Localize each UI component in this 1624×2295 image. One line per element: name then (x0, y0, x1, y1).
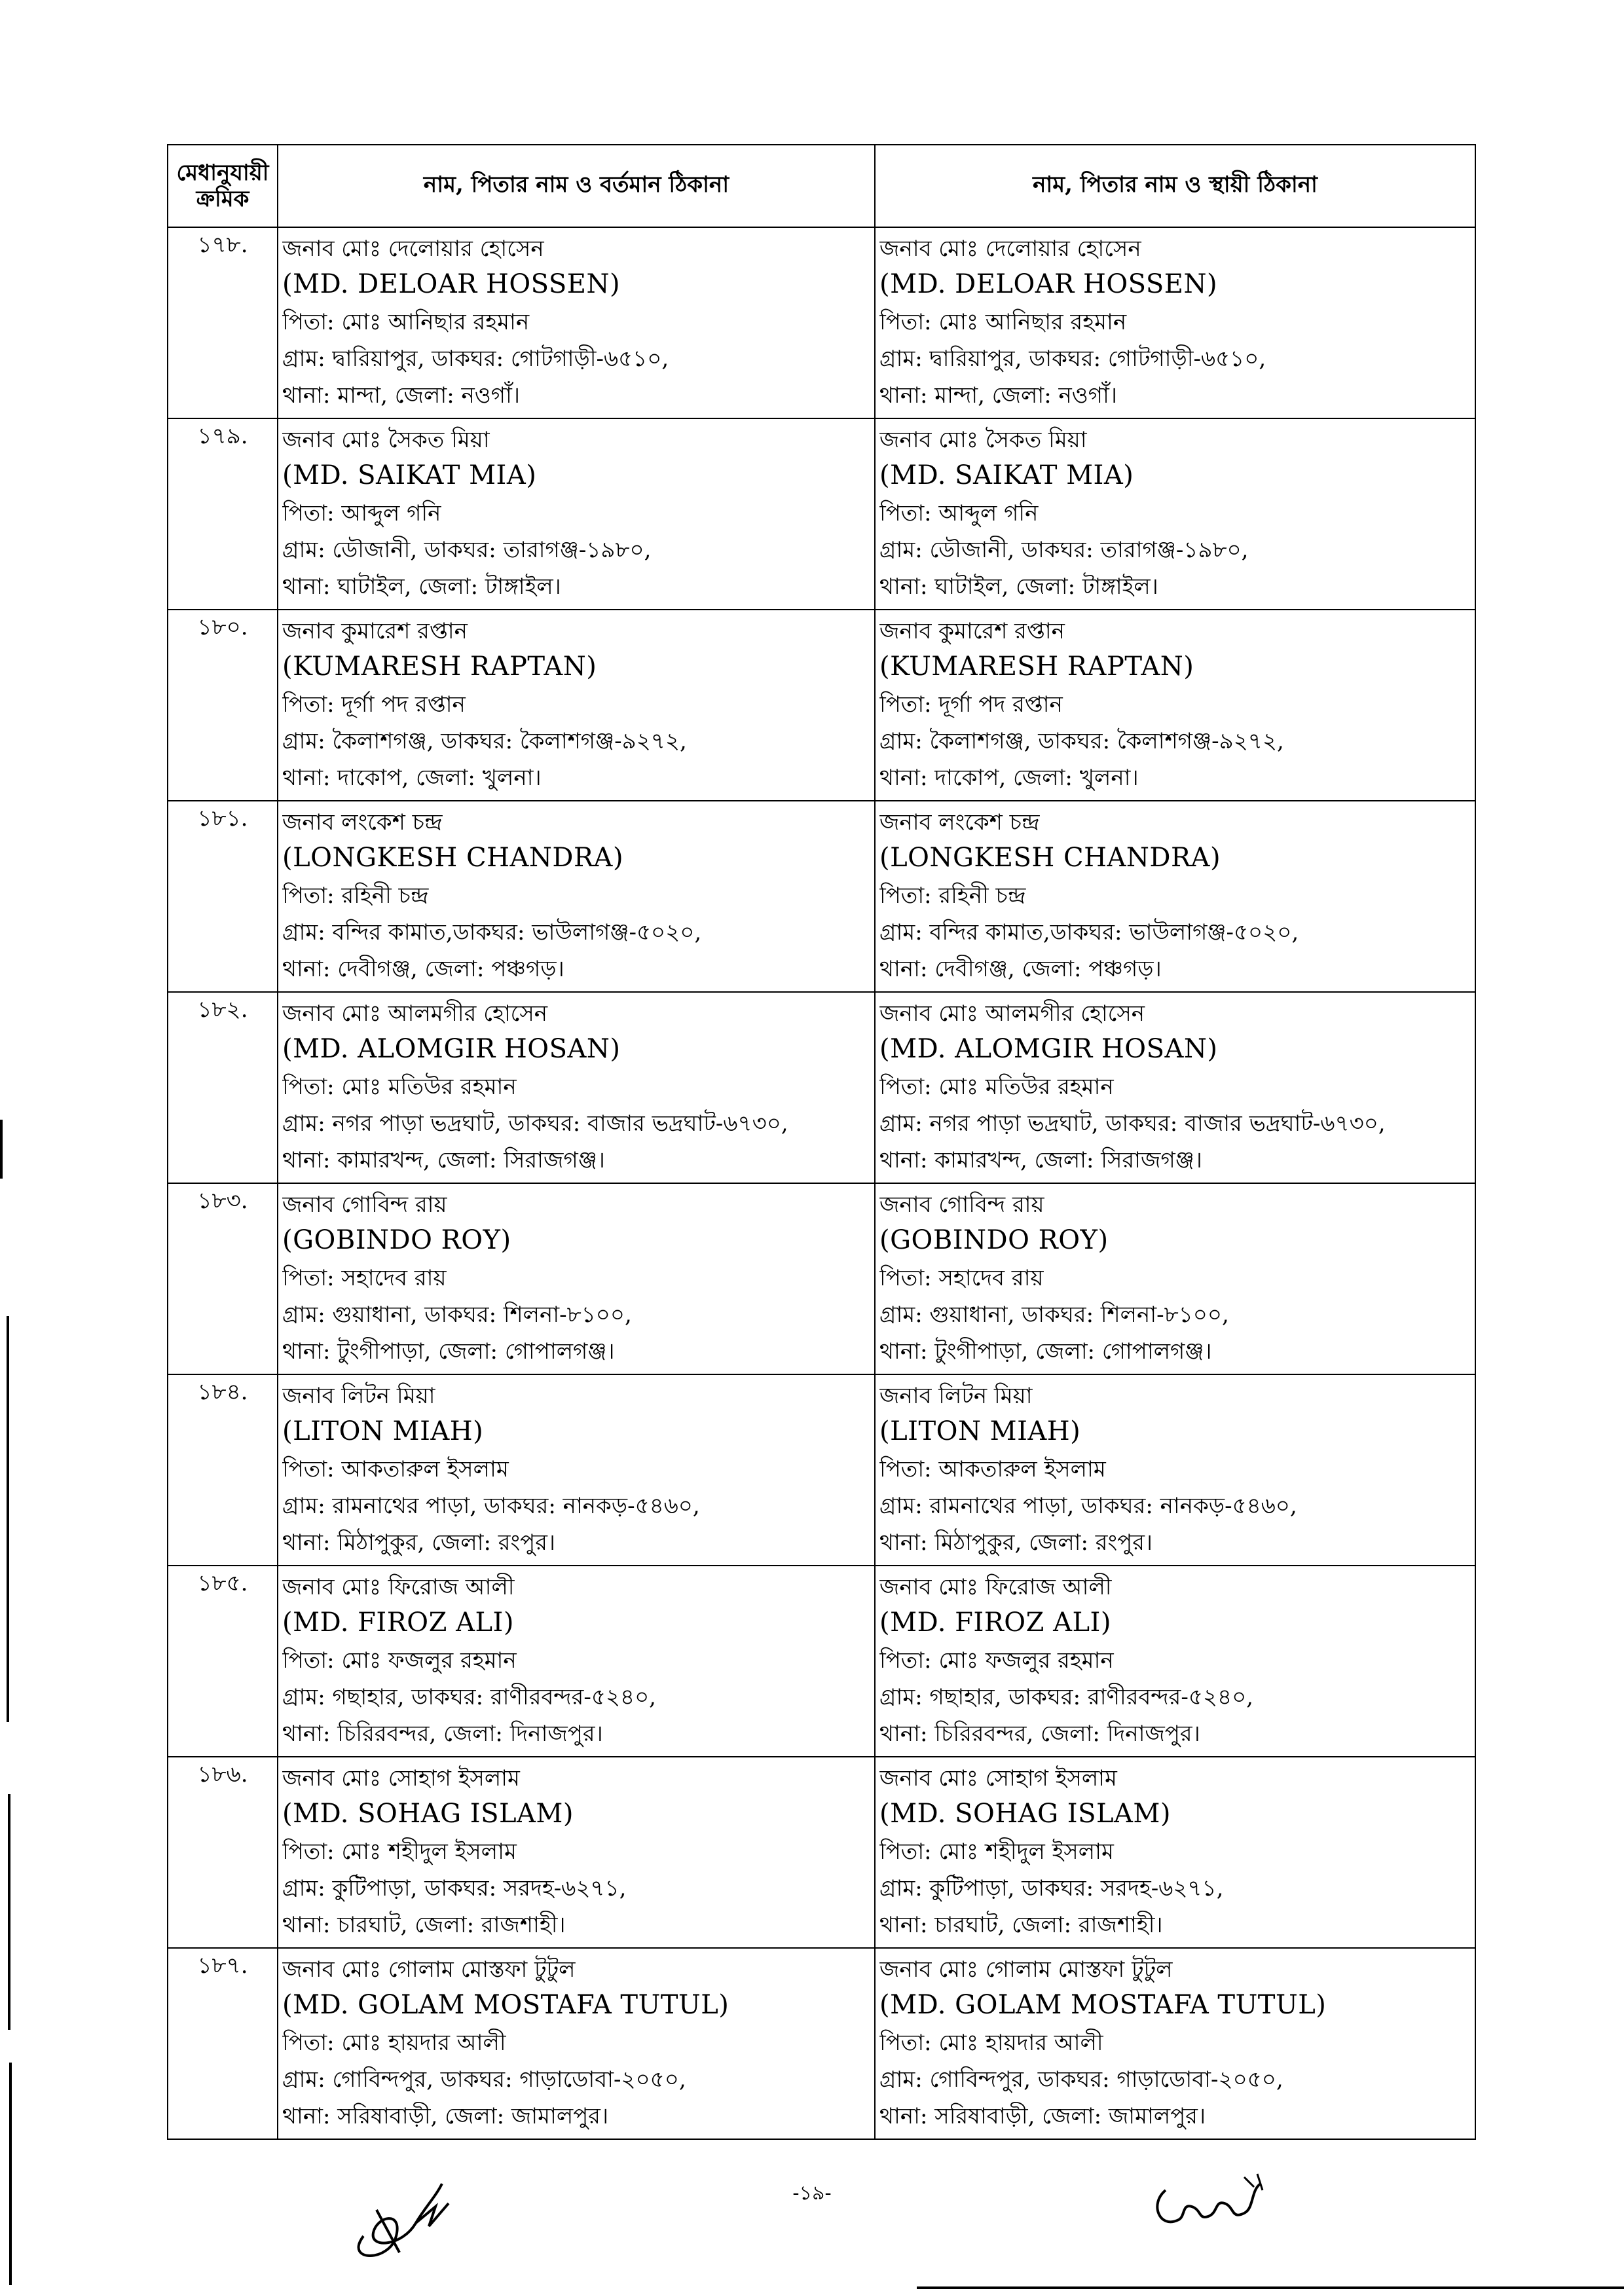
present-father: পিতা: আকতারুল ইসলাম (282, 1456, 509, 1482)
present-village: গ্রাম: গছাহার, ডাকঘর: রাণীরবন্দর-৫২৪০, (282, 1684, 656, 1710)
present-thana: থানা: দাকোপ, জেলা: খুলনা। (282, 765, 542, 791)
present-village: গ্রাম: গুয়াধানা, ডাকঘর: শিলনা-৮১০০, (282, 1302, 632, 1328)
permanent-village: গ্রাম: দ্বারিয়াপুর, ডাকঘর: গোটগাড়ী-৬৫১০, (879, 346, 1266, 372)
present-father: পিতা: মোঃ শহীদুল ইসলাম (282, 1839, 517, 1865)
signature-right (1146, 2164, 1277, 2236)
present-thana: থানা: চারঘাট, জেলা: রাজশাহী। (282, 1912, 566, 1938)
table-row (168, 227, 1475, 418)
serial-number: ১৮৪. (168, 1374, 278, 1566)
permanent-father: পিতা: সহাদেব রায় (879, 1265, 1044, 1291)
present-father: পিতা: রহিনী চন্দ্র (282, 883, 429, 909)
permanent-father: পিতা: আকতারুল ইসলাম (879, 1456, 1106, 1482)
serial-number: ১৭৯. (168, 418, 278, 610)
permanent-name: জনাব কুমারেশ রপ্তান (879, 618, 1065, 644)
present-village: গ্রাম: কুটিপাড়া, ডাকঘর: সরদহ-৬২৭১, (282, 1875, 627, 1901)
table-row (168, 801, 1475, 992)
present-eng: (MD. SAIKAT MIA) (282, 460, 537, 490)
permanent-eng: (MD. DELOAR HOSSEN) (879, 269, 1218, 299)
permanent-thana: থানা: চিরিরবন্দর, জেলা: দিনাজপুর। (879, 1721, 1200, 1747)
permanent-thana: থানা: ঘাটাইল, জেলা: টাঙ্গাইল। (879, 574, 1158, 600)
permanent-village: গ্রাম: কুটিপাড়া, ডাকঘর: সরদহ-৬২৭১, (879, 1875, 1224, 1901)
table-row (168, 1757, 1475, 1948)
present-name: জনাব মোঃ গোলাম মোস্তফা টুটুল (282, 1956, 576, 1983)
present-eng: (LITON MIAH) (282, 1416, 484, 1446)
table-row (168, 1566, 1475, 1757)
present-thana: থানা: ঘাটাইল, জেলা: টাঙ্গাইল। (282, 574, 561, 600)
present-name: জনাব মোঃ ফিরোজ আলী (282, 1574, 515, 1600)
permanent-name: জনাব মোঃ ফিরোজ আলী (879, 1574, 1112, 1600)
header-present-address: নাম, পিতার নাম ও বর্তমান ঠিকানা (278, 145, 875, 227)
present-name: জনাব লিটন মিয়া (282, 1383, 435, 1409)
scan-edge-mark (8, 1794, 10, 2030)
present-thana: থানা: টুংগীপাড়া, জেলা: গোপালগঞ্জ। (282, 1338, 615, 1365)
present-address-cell (278, 1566, 875, 1757)
permanent-name: জনাব মোঃ সোহাগ ইসলাম (879, 1765, 1117, 1791)
present-thana: থানা: চিরিরবন্দর, জেলা: দিনাজপুর। (282, 1721, 603, 1747)
permanent-father: পিতা: মোঃ আনিছার রহমান (879, 309, 1127, 335)
permanent-eng: (KUMARESH RAPTAN) (879, 652, 1194, 682)
permanent-thana: থানা: সরিষাবাড়ী, জেলা: জামালপুর। (879, 2103, 1206, 2129)
permanent-name: জনাব মোঃ দেলোয়ার হোসেন (879, 236, 1141, 262)
permanent-eng: (GOBINDO ROY) (879, 1225, 1109, 1255)
permanent-village: গ্রাম: রামনাথের পাড়া, ডাকঘর: নানকড়-৫৪৬০, (879, 1493, 1297, 1519)
present-name: জনাব মোঃ দেলোয়ার হোসেন (282, 236, 544, 262)
present-father: পিতা: সহাদেব রায় (282, 1265, 447, 1291)
permanent-father: পিতা: মোঃ হায়দার আলী (879, 2030, 1103, 2056)
permanent-village: গ্রাম: নগর পাড়া ভদ্রঘাট, ডাকঘর: বাজার ভদ্রঘাট-৬৭৩০, (879, 1111, 1386, 1137)
present-address-cell (278, 227, 875, 418)
permanent-name: জনাব মোঃ সৈকত মিয়া (879, 427, 1087, 453)
permanent-father: পিতা: মোঃ মতিউর রহমান (879, 1074, 1114, 1100)
permanent-thana: থানা: টুংগীপাড়া, জেলা: গোপালগঞ্জ। (879, 1338, 1212, 1365)
permanent-name: জনাব লংকেশ চন্দ্র (879, 809, 1040, 835)
permanent-thana: থানা: চারঘাট, জেলা: রাজশাহী। (879, 1912, 1163, 1938)
permanent-address-cell (875, 1183, 1475, 1374)
permanent-village: গ্রাম: বন্দির কামাত,ডাকঘর: ভাউলাগঞ্জ-৫০২০, (879, 919, 1299, 946)
present-thana: থানা: মান্দা, জেলা: নওগাঁ। (282, 382, 521, 409)
table-row (168, 1374, 1475, 1566)
permanent-village: গ্রাম: গোবিন্দপুর, ডাকঘর: গাড়াডোবা-২০৫০, (879, 2066, 1283, 2093)
present-eng: (MD. SOHAG ISLAM) (282, 1799, 574, 1829)
present-thana: থানা: সরিষাবাড়ী, জেলা: জামালপুর। (282, 2103, 609, 2129)
present-thana: থানা: কামারখন্দ, জেলা: সিরাজগঞ্জ। (282, 1147, 605, 1173)
present-village: গ্রাম: বন্দির কামাত,ডাকঘর: ভাউলাগঞ্জ-৫০২০, (282, 919, 702, 946)
permanent-eng: (MD. FIROZ ALI) (879, 1607, 1111, 1638)
serial-number: ১৭৮. (168, 227, 278, 418)
permanent-village: গ্রাম: ডৌজানী, ডাকঘর: তারাগঞ্জ-১৯৮০, (879, 537, 1249, 563)
candidate-table (167, 144, 1476, 2140)
present-name: জনাব গোবিন্দ রায় (282, 1192, 447, 1218)
present-eng: (MD. GOLAM MOSTAFA TUTUL) (282, 1990, 729, 2020)
permanent-father: পিতা: মোঃ ফজলুর রহমান (879, 1647, 1114, 1674)
serial-number: ১৮৫. (168, 1566, 278, 1757)
present-address-cell (278, 992, 875, 1183)
present-address-cell (278, 1374, 875, 1566)
permanent-village: গ্রাম: গছাহার, ডাকঘর: রাণীরবন্দর-৫২৪০, (879, 1684, 1253, 1710)
present-eng: (MD. FIROZ ALI) (282, 1607, 514, 1638)
permanent-village: গ্রাম: গুয়াধানা, ডাকঘর: শিলনা-৮১০০, (879, 1302, 1229, 1328)
permanent-eng: (LITON MIAH) (879, 1416, 1081, 1446)
permanent-father: পিতা: দূর্গা পদ রপ্তান (879, 691, 1063, 718)
permanent-eng: (MD. GOLAM MOSTAFA TUTUL) (879, 1990, 1327, 2020)
present-name: জনাব মোঃ সৈকত মিয়া (282, 427, 490, 453)
present-name: জনাব মোঃ আলমগীর হোসেন (282, 1001, 548, 1027)
permanent-thana: থানা: কামারখন্দ, জেলা: সিরাজগঞ্জ। (879, 1147, 1202, 1173)
present-father: পিতা: মোঃ ফজলুর রহমান (282, 1647, 517, 1674)
present-eng: (MD. DELOAR HOSSEN) (282, 269, 621, 299)
header-permanent-address: নাম, পিতার নাম ও স্থায়ী ঠিকানা (875, 145, 1475, 227)
table-row (168, 1948, 1475, 2139)
permanent-name: জনাব গোবিন্দ রায় (879, 1192, 1044, 1218)
present-father: পিতা: মোঃ মতিউর রহমান (282, 1074, 517, 1100)
serial-number: ১৮৩. (168, 1183, 278, 1374)
permanent-father: পিতা: রহিনী চন্দ্র (879, 883, 1026, 909)
present-father: পিতা: মোঃ আনিছার রহমান (282, 309, 530, 335)
present-address-cell (278, 1757, 875, 1948)
present-address-cell (278, 610, 875, 801)
permanent-address-cell (875, 1757, 1475, 1948)
permanent-address-cell (875, 992, 1475, 1183)
serial-number: ১৮৭. (168, 1948, 278, 2139)
present-village: গ্রাম: নগর পাড়া ভদ্রঘাট, ডাকঘর: বাজার ভদ্রঘাট-৬৭৩০, (282, 1111, 788, 1137)
present-name: জনাব কুমারেশ রপ্তান (282, 618, 468, 644)
signature-left (337, 2171, 468, 2262)
present-village: গ্রাম: রামনাথের পাড়া, ডাকঘর: নানকড়-৫৪৬০, (282, 1493, 700, 1519)
scan-edge-mark (917, 2286, 1624, 2289)
page-number: -১৯- (792, 2182, 832, 2205)
table-row (168, 418, 1475, 610)
permanent-eng: (MD. SAIKAT MIA) (879, 460, 1134, 490)
permanent-eng: (LONGKESH CHANDRA) (879, 843, 1221, 873)
present-eng: (LONGKESH CHANDRA) (282, 843, 624, 873)
present-village: গ্রাম: ডৌজানী, ডাকঘর: তারাগঞ্জ-১৯৮০, (282, 537, 652, 563)
present-thana: থানা: দেবীগঞ্জ, জেলা: পঞ্চগড়। (282, 956, 564, 982)
serial-number: ১৮০. (168, 610, 278, 801)
present-eng: (GOBINDO ROY) (282, 1225, 511, 1255)
present-eng: (MD. ALOMGIR HOSAN) (282, 1034, 621, 1064)
table-body (168, 227, 1475, 2139)
permanent-address-cell (875, 1566, 1475, 1757)
present-address-cell (278, 1183, 875, 1374)
scan-edge-mark (7, 1316, 9, 1722)
present-address-cell (278, 418, 875, 610)
present-address-cell (278, 1948, 875, 2139)
permanent-address-cell (875, 227, 1475, 418)
table-row (168, 1183, 1475, 1374)
present-father: পিতা: আব্দুল গনি (282, 500, 441, 526)
scan-edge-mark (9, 2063, 12, 2285)
header-serial: মেধানুযায়ী ক্রমিক (168, 145, 278, 227)
scan-edge-mark (0, 1120, 3, 1179)
permanent-name: জনাব মোঃ আলমগীর হোসেন (879, 1001, 1145, 1027)
present-village: গ্রাম: গোবিন্দপুর, ডাকঘর: গাড়াডোবা-২০৫০, (282, 2066, 686, 2093)
permanent-name: জনাব মোঃ গোলাম মোস্তফা টুটুল (879, 1956, 1173, 1983)
present-address-cell (278, 801, 875, 992)
serial-number: ১৮২. (168, 992, 278, 1183)
present-name: জনাব মোঃ সোহাগ ইসলাম (282, 1765, 520, 1791)
permanent-name: জনাব লিটন মিয়া (879, 1383, 1033, 1409)
present-name: জনাব লংকেশ চন্দ্র (282, 809, 443, 835)
present-village: গ্রাম: কৈলাশগঞ্জ, ডাকঘর: কৈলাশগঞ্জ-৯২৭২, (282, 728, 687, 754)
serial-number: ১৮১. (168, 801, 278, 992)
table-header-row (168, 145, 1475, 227)
permanent-thana: থানা: মান্দা, জেলা: নওগাঁ। (879, 382, 1118, 409)
table-row (168, 992, 1475, 1183)
permanent-father: পিতা: আব্দুল গনি (879, 500, 1039, 526)
permanent-address-cell (875, 1948, 1475, 2139)
present-village: গ্রাম: দ্বারিয়াপুর, ডাকঘর: গোটগাড়ী-৬৫১০, (282, 346, 669, 372)
permanent-thana: থানা: দেবীগঞ্জ, জেলা: পঞ্চগড়। (879, 956, 1162, 982)
serial-number: ১৮৬. (168, 1757, 278, 1948)
table-row (168, 610, 1475, 801)
permanent-thana: থানা: মিঠাপুকুর, জেলা: রংপুর। (879, 1530, 1153, 1556)
permanent-eng: (MD. SOHAG ISLAM) (879, 1799, 1171, 1829)
permanent-village: গ্রাম: কৈলাশগঞ্জ, ডাকঘর: কৈলাশগঞ্জ-৯২৭২, (879, 728, 1284, 754)
present-father: পিতা: মোঃ হায়দার আলী (282, 2030, 506, 2056)
permanent-father: পিতা: মোঃ শহীদুল ইসলাম (879, 1839, 1114, 1865)
permanent-thana: থানা: দাকোপ, জেলা: খুলনা। (879, 765, 1139, 791)
permanent-address-cell (875, 1374, 1475, 1566)
permanent-eng: (MD. ALOMGIR HOSAN) (879, 1034, 1218, 1064)
present-father: পিতা: দূর্গা পদ রপ্তান (282, 691, 466, 718)
permanent-address-cell (875, 801, 1475, 992)
permanent-address-cell (875, 610, 1475, 801)
permanent-address-cell (875, 418, 1475, 610)
present-eng: (KUMARESH RAPTAN) (282, 652, 597, 682)
present-thana: থানা: মিঠাপুকুর, জেলা: রংপুর। (282, 1530, 556, 1556)
